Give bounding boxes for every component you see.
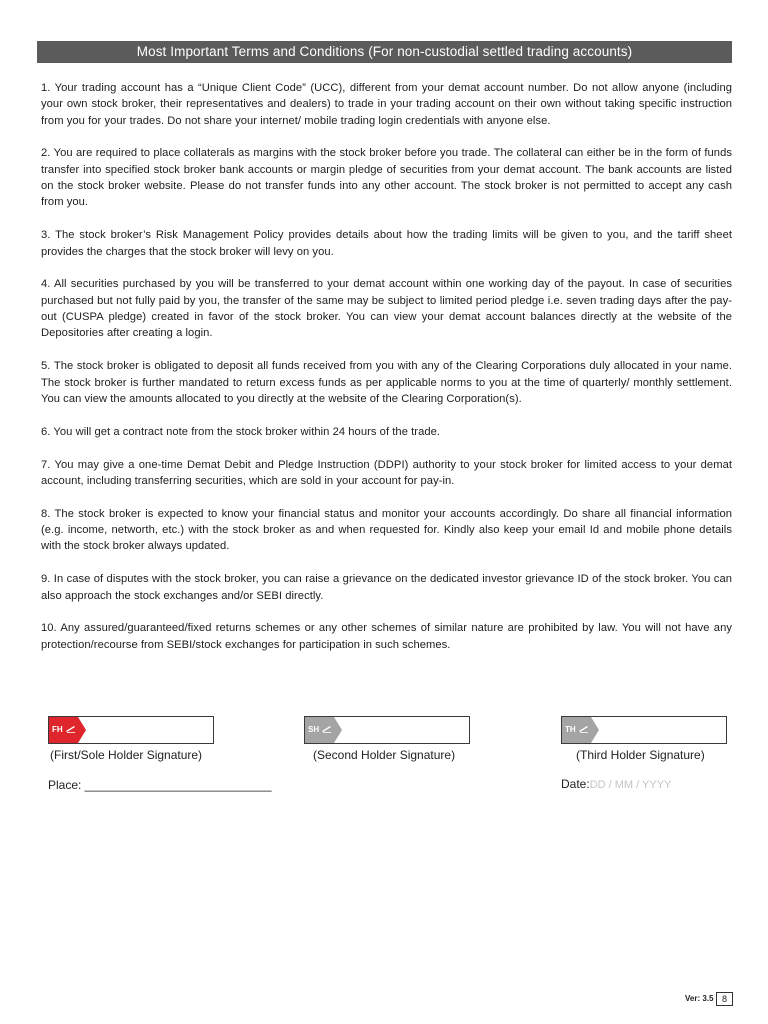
term-item: 10. Any assured/guaranteed/fixed returns schemes or any other schemes of similar nature are prohibited by law. You will not have any protection/recourse from SEBI/stock exchanges for participation in such schemes. <box>41 622 732 651</box>
second-holder-signature-box[interactable] <box>304 716 470 744</box>
page-title: Most Important Terms and Conditions (For non-custodial settled trading accounts) <box>37 41 732 63</box>
terms-list <box>41 80 732 670</box>
term-item: 5. The stock broker is obligated to deposit all funds received from you with any of the Clearing Corporations duly allocated in your name. The stock broker is further mandated to return excess funds as per applicable norms to you at the time of quarterly/ monthly settlement. You can view the amounts allocated to you directly at the website of the Clearing Corporation(s). <box>41 360 732 405</box>
second-holder-signature-label: (Second Holder Signature) <box>313 748 456 762</box>
page-number: 8 <box>716 992 733 1006</box>
second-holder-tag <box>305 717 334 743</box>
third-holder-signature-box[interactable] <box>561 716 727 744</box>
first-holder-tag <box>49 717 78 743</box>
term-item: 9. In case of disputes with the stock broker, you can raise a grievance on the dedicated investor grievance ID of the stock broker. You can also approach the stock exchanges and/or SEBI directly. <box>41 573 732 602</box>
date-label: Date: <box>561 777 590 791</box>
second-holder-tag-text: SH <box>308 725 320 734</box>
place-field[interactable]: Place: ____________________________ <box>48 778 272 792</box>
term-item: 3. The stock broker’s Risk Management Policy provides details about how the trading limits will be given to you, and the tariff sheet provides the charges that the stock broker will levy on you. <box>41 229 732 258</box>
term-item: 1. Your trading account has a “Unique Client Code” (UCC), different from your demat account number. Do not allow anyone (including your own stock broker, their representatives and dealers) to trade in your trading account on their own without taking specific instruction from you for your trades. Do not share your internet/ mobile trading login credentials with anyone else. <box>41 82 732 127</box>
date-placeholder: DD / MM / YYYY <box>589 779 672 791</box>
pen-icon <box>579 725 589 733</box>
version-label: Ver: 3.5 <box>685 994 714 1003</box>
term-item: 6. You will get a contract note from the stock broker within 24 hours of the trade. <box>41 425 441 438</box>
term-item: 2. You are required to place collaterals as margins with the stock broker before you trade. The collateral can either be in the form of funds transfer into specified stock broker bank accounts or margin pledge of securities from your demat account. The bank accounts are listed on the stock broker website. Please do not transfer funds into any other account. The stock broker is not permitted to accept any cash from you. <box>41 147 732 209</box>
term-item: 7. You may give a one-time Demat Debit and Pledge Instruction (DDPI) authority to your stock broker for limited access to your demat account, including transferring securities, which are sold in your account for pay-in. <box>41 458 732 487</box>
pen-icon <box>322 725 332 733</box>
term-item: 4. All securities purchased by you will be transferred to your demat account within one working day of the payout. In case of securities purchased but not fully paid by you, the transfer of the same may be subject to limited period pledge i.e. seven trading days after the pay-out (CUSPA pledge) created in favor of the stock broker. You can view your demat account balances directly at the website of the Depositories after creating a login. <box>41 278 732 340</box>
third-holder-tag-text: TH <box>565 725 576 734</box>
third-holder-signature-label: (Third Holder Signature) <box>576 748 705 762</box>
third-holder-tag <box>562 717 591 743</box>
first-holder-signature-label: (First/Sole Holder Signature) <box>50 748 203 762</box>
first-holder-tag-text: FH <box>52 725 63 734</box>
pen-icon <box>66 725 76 733</box>
date-field[interactable] <box>561 777 671 791</box>
first-holder-signature-box[interactable] <box>48 716 214 744</box>
term-item: 8. The stock broker is expected to know your financial status and monitor your accounts accordingly. Do share all financial information (e.g. income, networth, etc.) with the stock broker as and when requested for. Kindly also keep your email Id and mobile phone details with the stock broker always updated. <box>41 507 732 553</box>
